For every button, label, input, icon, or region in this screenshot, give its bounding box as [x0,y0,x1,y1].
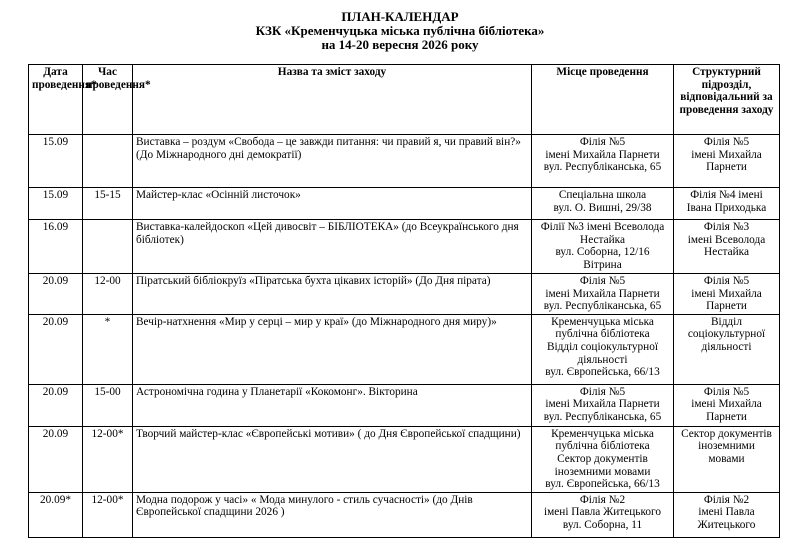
event-department [674,274,780,315]
event-department [674,426,780,492]
event-department-line: Житецького [697,518,756,531]
event-place-line: діяльності [577,353,628,366]
event-department-line: Нестайка [704,246,749,259]
event-place-line: публічна бібліотека [555,328,650,341]
event-department-line: Відділ [711,315,742,328]
event-place-line: імені Михайла Парнети [545,398,660,411]
event-date: 16.09 [29,220,83,274]
event-department-line: соціокультурної [687,328,766,341]
table-row [29,384,780,426]
event-time [83,135,133,188]
event-department-line: Філія №5 [703,385,750,398]
event-title: Виставка – роздум «Свобода – це завжди питання: чи правий я, чи правий він?» (До Міжнародного дні демократії) [133,135,532,188]
event-place-line: вул. Соборна, 12/16 [555,246,650,259]
event-time: 12-00* [83,492,133,537]
event-place-line: Сектор документів [557,452,648,465]
event-department [674,492,780,537]
event-department [674,135,780,188]
event-place-line: Філії №3 імені Всеволода [540,221,665,233]
table-header-row [29,65,780,135]
event-place-line: імені Михайла Парнети [545,148,660,161]
event-place-line: Кременчуцька міська [551,315,654,328]
event-department-line: імені Павла [698,506,755,519]
event-department-line: іноземними [698,440,755,453]
event-date: 20.09 [29,274,83,315]
event-department-line: імені Михайла [691,287,762,300]
event-title: Вечір-натхнення «Мир у серці – мир у краї» (до Міжнародного дня миру)» [133,314,532,384]
event-place-line: імені Павла Житецького [543,506,662,519]
event-place-line: Відділ соціокультурної [546,340,659,353]
event-place [532,135,674,188]
event-place [532,314,674,384]
table-row [29,426,780,492]
event-place-line: публічна бібліотека [555,440,650,453]
event-date: 15.09 [29,135,83,188]
event-place-line: вул. Республіканська, 65 [543,161,662,174]
event-department-line: Івана Приходька [686,201,767,214]
event-department-line: Філія №5 [703,275,750,287]
event-date: 20.09 [29,384,83,426]
event-department-line: Філія №5 [703,136,750,148]
col-header-event: Назва та зміст заходу [133,65,532,135]
event-department-line: мовами [708,452,745,465]
event-place-line: вул. Республіканська, 65 [543,410,662,423]
event-title: Майстер-клас «Осінній листочок» [133,188,532,220]
event-time: 15-15 [83,188,133,220]
event-department [674,314,780,384]
event-place-line: Спеціальна школа [558,189,647,201]
event-department-line: імені Михайла [691,398,762,411]
event-department [674,188,780,220]
event-place-line: Філія №2 [579,493,626,506]
header-title: ПЛАН-КАЛЕНДАР [341,9,459,24]
event-time: 12-00 [83,274,133,315]
event-department-line: Філія №2 [703,493,750,506]
table-row [29,188,780,220]
event-time [83,220,133,274]
event-time: * [83,314,133,384]
event-place-line: Філія №5 [579,136,626,148]
event-department [674,384,780,426]
event-title: Виставка-калейдоскоп «Цей дивосвіт – БІБЛІОТЕКА» (до Всеукраїнського дня бібліотек) [133,220,532,274]
event-date: 20.09* [29,492,83,537]
event-place-line: вул. Європейська, 66/13 [545,366,660,379]
event-time: 12-00* [83,426,133,492]
event-department-line: Парнети [706,300,747,313]
event-date: 15.09 [29,188,83,220]
event-department-line: Філія №4 імені [690,189,763,201]
event-date: 20.09 [29,426,83,492]
event-department-line: Сектор документів [681,427,772,440]
event-place [532,384,674,426]
event-place-line: Кременчуцька міська [551,427,654,440]
event-time: 15-00 [83,384,133,426]
col-header-time: Час проведення* [83,65,133,135]
header-organization: КЗК «Кременчуцька міська публічна бібліотека» [255,23,545,38]
event-department-line: Філія №3 [703,221,750,233]
event-place-line: Вітрина [583,258,622,271]
event-place-line: вул. Республіканська, 65 [543,300,662,313]
event-place-line: вул. Європейська, 66/13 [545,478,660,491]
col-header-place: Місце проведення [532,65,674,135]
events-table [28,64,780,538]
event-department-line: імені Всеволода [687,233,766,246]
col-header-date: Дата проведення* [29,65,83,135]
table-row [29,314,780,384]
event-place [532,426,674,492]
event-place-line: вул. О. Вишні, 29/38 [553,201,652,214]
event-department-line: Парнети [706,410,747,423]
event-department-line: Парнети [706,161,747,174]
table-row [29,492,780,537]
table-row [29,220,780,274]
event-title: Астрономічна година у Планетарії «Кокомонг». Вікторина [133,384,532,426]
event-place-line: Нестайка [580,233,625,246]
event-department-line: імені Михайла [691,148,762,161]
event-department-line: діяльності [701,340,752,353]
event-place-line: іноземними мовами [554,465,651,478]
header-period: на 14-20 вересня 2026 року [321,37,479,52]
event-title: Піратський бібліокруїз «Піратська бухта цікавих історій» (До Дня пірата) [133,274,532,315]
event-place-line: Філія №5 [579,385,626,398]
event-date: 20.09 [29,314,83,384]
event-place [532,492,674,537]
table-row [29,135,780,188]
event-place-line: імені Михайла Парнети [545,287,660,300]
event-department [674,220,780,274]
col-header-dept: Структурний підрозділ, відповідальний за проведення заходу [674,65,780,135]
event-place [532,220,674,274]
event-place-line: вул. Соборна, 11 [562,518,643,531]
event-place [532,274,674,315]
event-title: Творчий майстер-клас «Європейські мотиви» ( до Дня Європейської спадщини) [133,426,532,492]
event-place [532,188,674,220]
document-header [0,0,800,52]
event-place-line: Філія №5 [579,275,626,287]
event-title: Модна подорож у часі» « Мода минулого - стиль сучасності» (до Днів Європейської спадщини 2026 ) [133,492,532,537]
table-row [29,274,780,315]
